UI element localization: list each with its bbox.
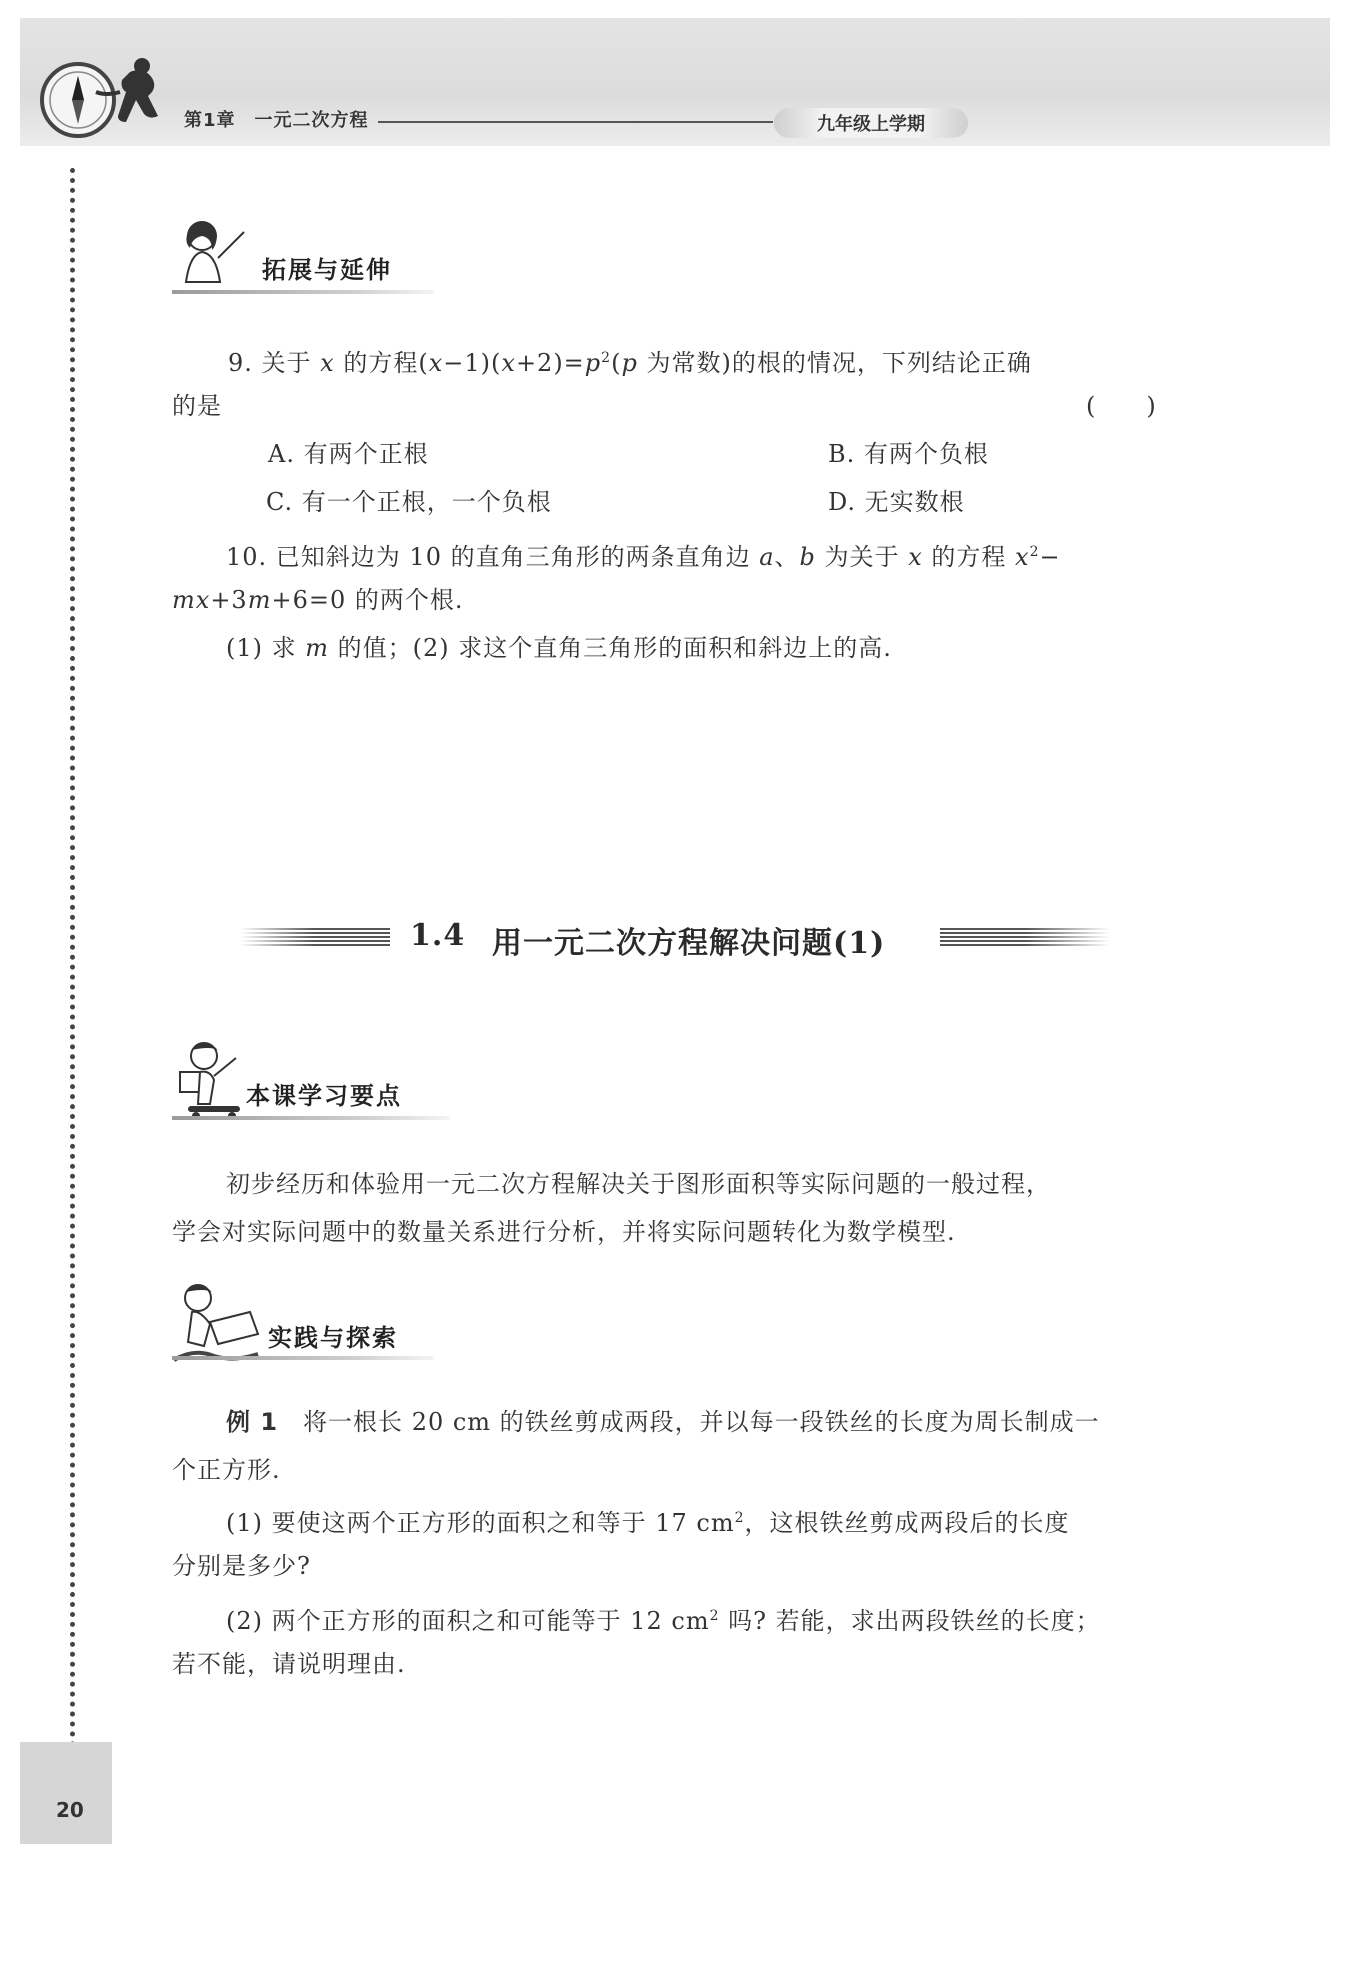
section-underline <box>172 1116 450 1120</box>
example1-part1-line2: 分别是多少? <box>172 1552 311 1580</box>
lesson-number: 1.4 <box>410 918 466 953</box>
grade-label: 九年级上学期 <box>817 114 925 135</box>
q10-line2: mx+3m+6=0 的两个根. <box>172 586 464 614</box>
chapter-label: 第1章 一元二次方程 <box>184 110 369 131</box>
example1-line1: 例 1 将一根长 20 cm 的铁丝剪成两段，并以每一段铁丝的长度为周长制成一 <box>226 1408 1100 1436</box>
student-skateboard-icon <box>170 1040 258 1120</box>
q9-line2: 的是 <box>172 392 222 420</box>
key-points-line1: 初步经历和体验用一元二次方程解决关于图形面积等实际问题的一般过程， <box>226 1170 1051 1198</box>
title-rule-right <box>940 928 1110 946</box>
section-title-extension: 拓展与延伸 <box>262 256 392 284</box>
page-number: 20 <box>56 1798 84 1822</box>
teacher-cartoon-icon <box>172 218 254 284</box>
q10-line1: 10. 已知斜边为 10 的直角三角形的两条直角边 a、b 为关于 x 的方程 $x^2-$ <box>226 543 1061 571</box>
q9-option-b: B. 有两个负根 <box>828 440 989 468</box>
q9-option-c: C. 有一个正根，一个负根 <box>266 488 552 516</box>
section-title-practice: 实践与探索 <box>268 1324 398 1352</box>
section-title-key-points: 本课学习要点 <box>246 1082 402 1110</box>
title-rule-left <box>240 928 390 946</box>
example1-part2-line2: 若不能，请说明理由. <box>172 1650 406 1678</box>
section-underline <box>172 290 434 294</box>
header-rule <box>378 121 773 123</box>
section-underline <box>172 1356 434 1360</box>
compass-runner-logo-icon <box>30 52 180 148</box>
grade-badge <box>774 108 968 138</box>
q9-option-d: D. 无实数根 <box>828 488 965 516</box>
q9-line1: 9. 关于 x 的方程$(x-1)(x+2)=p^2(p$ 为常数)的根的情况，下列结论正确 <box>228 349 1032 377</box>
example1-part2-line1: (2) 两个正方形的面积之和可能等于 12 $cm^2$ 吗? 若能，求出两段铁丝的长度； <box>226 1607 1101 1635</box>
key-points-line2: 学会对实际问题中的数量关系进行分析，并将实际问题转化为数学模型. <box>172 1218 956 1246</box>
example1-part1-line1: (1) 要使这两个正方形的面积之和等于 17 $cm^2$，这根铁丝剪成两段后的长度 <box>226 1509 1070 1537</box>
page-number-tab <box>20 1742 112 1844</box>
margin-dotted-line <box>70 168 75 1748</box>
q10-line3: (1) 求 m 的值；(2) 求这个直角三角形的面积和斜边上的高. <box>226 634 892 662</box>
example1-line2: 个正方形. <box>172 1456 281 1484</box>
lesson-title: 用一元二次方程解决问题(1) <box>492 926 886 961</box>
answer-blank: ( ) <box>1086 392 1157 420</box>
q9-option-a: A. 有两个正根 <box>268 440 429 468</box>
